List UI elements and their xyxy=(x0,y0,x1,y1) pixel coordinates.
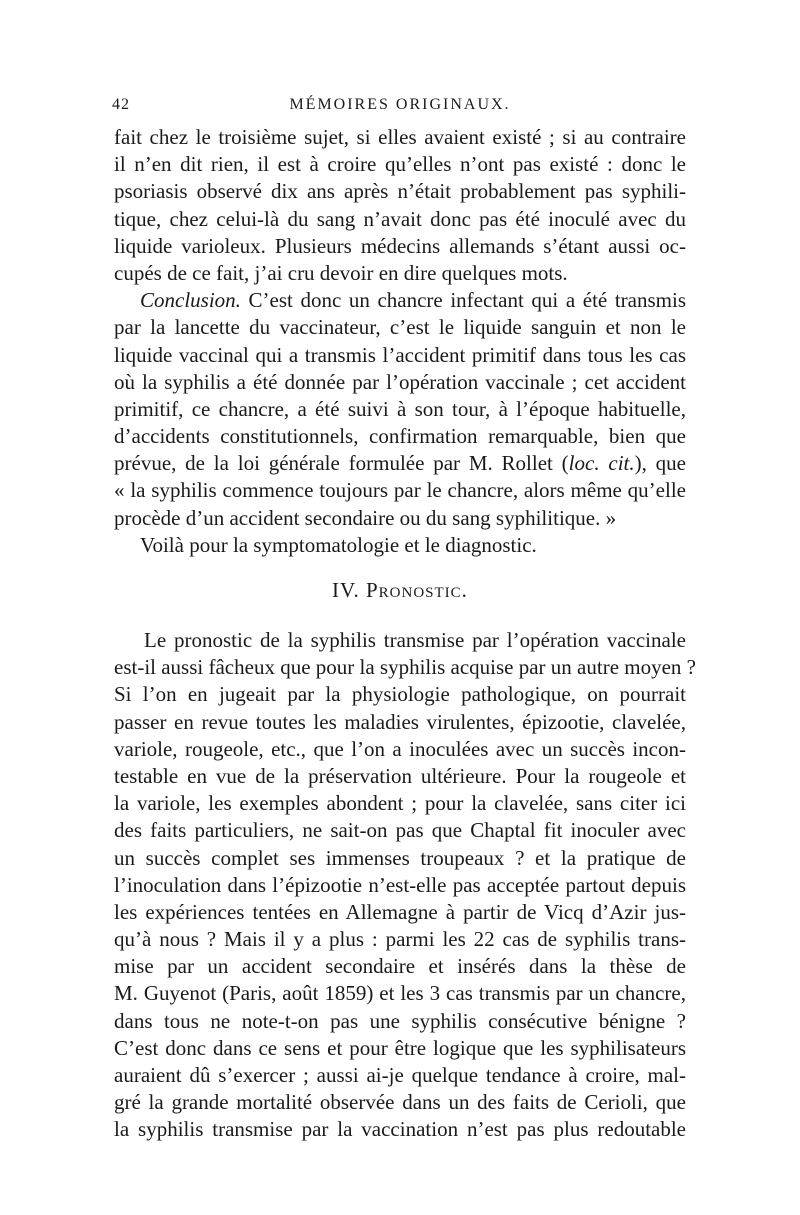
text-line: tique, chez celui-là du sang n’avait donc pas été inoculé avec du xyxy=(114,206,686,231)
paragraph-continued xyxy=(114,124,686,287)
text-line: M. Guyenot (Paris, août 1859) et les 3 cas transmis par un chancre, xyxy=(114,981,686,1006)
text-line: un succès complet ses immenses troupeaux ? et la pratique de xyxy=(114,845,686,870)
text-line: « la syphilis commence toujours par le chancre, alors même qu’elle xyxy=(114,478,686,503)
page-number: 42 xyxy=(112,96,130,113)
conclusion-lead: Conclusion. xyxy=(140,288,241,313)
text-line: par la lancette du vaccinateur, c’est le liquide sanguin et non le xyxy=(114,315,686,340)
section-heading xyxy=(114,575,686,605)
page-header xyxy=(112,96,688,120)
text-line: C’est donc dans ce sens et pour être logique que les syphilisateurs xyxy=(114,1035,686,1060)
text-line: la syphilis transmise par la vaccination n’est pas plus redoutable xyxy=(114,1117,686,1142)
text-line: dans tous ne note-t-on pas une syphilis consécutive bénigne ? xyxy=(114,1008,686,1033)
running-title: MÉMOIRES ORIGINAUX. xyxy=(289,96,511,113)
text-line: où la syphilis a été donnée par l’opération vaccinale ; cet accident xyxy=(114,369,686,394)
paragraph-pronostic xyxy=(114,627,696,1144)
text-line: liquide varioleux. Plusieurs médecins allemands s’étant aussi oc- xyxy=(114,233,686,258)
paragraph-conclusion xyxy=(114,287,686,532)
text-line: Voilà pour la symptomatologie et le diagnostic. xyxy=(140,532,537,557)
text-line: psoriasis observé dix ans après n’était probablement pas syphili- xyxy=(114,179,686,204)
text-line: fait chez le troisième sujet, si elles avaient existé ; si au contraire xyxy=(114,125,686,149)
text-line: prévue, de la loi générale formulée par M. Rollet (loc. cit.), que xyxy=(114,451,686,476)
text-line: gré la grande mortalité observée dans un des faits de Cerioli, que xyxy=(114,1090,686,1115)
text-line: Conclusion. C’est donc un chancre infectant qui a été transmis xyxy=(140,288,686,313)
text-line: l’inoculation dans l’épizootie n’est-elle pas acceptée partout depuis xyxy=(114,872,686,897)
text-line: passer en revue toutes les maladies virulentes, épizootie, clavelée, xyxy=(114,709,686,734)
text-line: des faits particuliers, ne sait-on pas que Chaptal fit inoculer avec xyxy=(114,818,686,843)
text-line: primitif, ce chancre, a été suivi à son tour, à l’époque habituelle, xyxy=(114,396,686,421)
text-line: mise par un accident secondaire et insérés dans la thèse de xyxy=(114,954,686,979)
citation: loc. cit. xyxy=(568,451,635,476)
text-line: procède d’un accident secondaire ou du sang syphilitique. » xyxy=(114,505,617,530)
text-line: variole, rougeole, etc., que l’on a inoculées avec un succès incon- xyxy=(114,736,686,761)
text-line: qu’à nous ? Mais il y a plus : parmi les 22 cas de syphilis trans- xyxy=(114,927,686,952)
text-line: testable en vue de la préservation ultérieure. Pour la rougeole et xyxy=(114,763,686,788)
text-line: liquide vaccinal qui a transmis l’accident primitif dans tous les cas xyxy=(114,342,686,367)
text-line: est-il aussi fâcheux que pour la syphilis acquise par un autre moyen ? xyxy=(114,655,696,680)
page-body xyxy=(114,124,696,1144)
text-line: cupés de ce fait, j’ai cru devoir en dire quelques mots. xyxy=(114,260,568,285)
text-line: il n’en dit rien, il est à croire qu’elles n’ont pas existé : donc le xyxy=(114,152,686,177)
text-line: d’accidents constitutionnels, confirmation remarquable, bien que xyxy=(114,424,686,449)
section-number: IV. xyxy=(332,578,360,602)
text-line: auraient dû s’exercer ; aussi ai-je quelque tendance à croire, mal- xyxy=(114,1063,686,1087)
text-line: la variole, les exemples abondent ; pour la clavelée, sans citer ici xyxy=(114,791,686,816)
text-line: les expériences tentées en Allemagne à partir de Vicq d’Azir jus- xyxy=(114,899,686,924)
section-title: Pronostic. xyxy=(366,578,468,602)
text-line: Si l’on en jugeait par la physiologie pathologique, on pourrait xyxy=(114,682,686,707)
text-line: Le pronostic de la syphilis transmise par l’opération vaccinale xyxy=(144,628,686,652)
